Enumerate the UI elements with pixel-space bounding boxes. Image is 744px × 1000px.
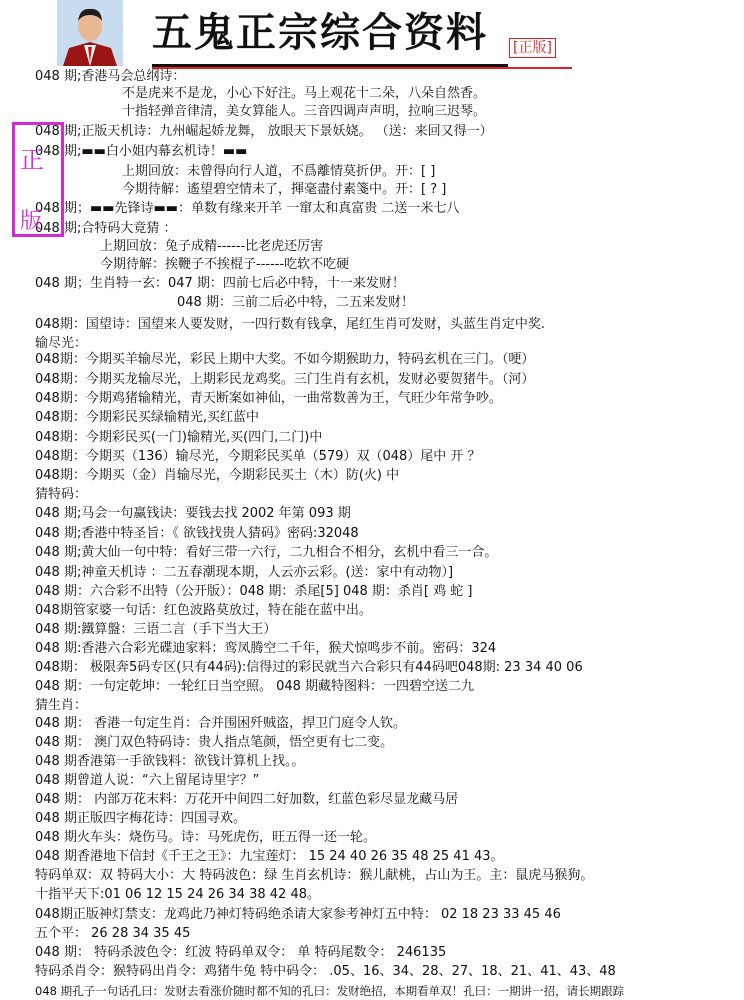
- text-line: 048 期： 香港一句定生肖：合并围困歼贼盗，捍卫门庭令人钦。: [35, 716, 407, 731]
- text-line: 上期回放：兔子成精------比老虎还厉害: [100, 239, 324, 254]
- text-line: 048 期;正版天机诗：九州崛起娇龙舞， 放眼天下景妖娆。 （送：来回又得一）: [35, 124, 493, 139]
- text-line: 048期：国望诗：国望来人要发财，一四行数有钱拿，尾红生肖可发财，头蓝生肖定中奖.: [35, 317, 545, 332]
- page-title: 五鬼正宗综合资料: [152, 4, 508, 67]
- text-line: 今期待解：遙望碧空情未了，揮毫盡付素箋中。开：[ ? ]: [122, 182, 447, 197]
- text-line: 048期：今期买羊输尽光，彩民上期中大奖。不如今期猴助力，特码玄机在三门。（哽）: [35, 352, 535, 367]
- edition-badge: [正版]: [509, 38, 556, 58]
- text-line: 048 期：三前二后必中特，二五来发财！: [177, 295, 414, 310]
- watermark-char: 版: [20, 209, 43, 234]
- text-line: 输尽光：: [35, 336, 88, 351]
- text-line: 048 期： 内部万花末料：万花开中间四二好加数，红蓝色彩尽显龙藏马居: [35, 792, 459, 807]
- text-line: 048 期;香港中特圣旨：《 欲钱找贵人猜码》密码:32048: [35, 526, 359, 541]
- text-line: 048 期;神童天机诗 ：二五春潮现本期，人云亦云彩。(送：家中有动物）]: [35, 565, 454, 580]
- text-line: 048 期;合特码大竟猜 ：: [35, 221, 177, 236]
- text-line: 048 期香港地下信封《千王之王》：九宝莲灯： 15 24 40 26 35 48 25 41 43。: [35, 849, 504, 864]
- text-line: 048期：今期彩民买绿输精光,买红蓝中: [35, 410, 259, 425]
- text-line: 048期正版神灯禁支：龙鸡此乃神灯特码绝杀请大家参考神灯五中特： 02 18 23 33 45 46: [35, 907, 561, 922]
- text-line: 十指轻弹音律清，美女算能人。三音四调声声明，拉响三迟琴。: [122, 104, 487, 119]
- text-line: 今期待解：挨鞭子不挨棍子------吃软不吃硬: [100, 257, 350, 272]
- text-line: 048期： 极限奔5码专区(只有44码):信得过的彩民就当六合彩只有44码吧048期: 23 34 40 06: [35, 660, 583, 675]
- text-line: 048期：今期鸡猪输精光，青天断案如神仙，一曲常数善为王，气旺少年常争吵。: [35, 391, 502, 406]
- text-line: 048 期;▬▬白小姐内幕玄机诗！▬▬: [35, 144, 248, 159]
- text-line: 猜特码：: [35, 487, 88, 502]
- text-line: 048期管家婆一句话：红色波路莫放过，特在能在蓝中出。: [35, 603, 372, 618]
- text-line: 特码杀肖令：猴特码出肖令：鸡猪牛兔 特中码令： .05、16、34、28、27、18、21、41、43、48: [35, 964, 616, 979]
- text-line: 048 期火车头：烧伤马。诗：马死虎伤，旺五得一还一轮。: [35, 830, 376, 845]
- text-line: 048期：今期买（金）肖输尽光，今期彩民买土（木）防(火) 中: [35, 468, 400, 483]
- text-line: 048 期;马会一句赢钱诀：要钱去找 2002 年第 093 期: [35, 506, 351, 521]
- text-line: 048 期：六合彩不出特（公开版）：048 期：杀尾[5] 048 期：杀肖[ 鸡 蛇 ]: [35, 584, 473, 599]
- text-line: 048 期:香港六合彩光碟迪家料：鸾凤腾空二千年，猴犬惊鸣步不前。密码：324: [35, 641, 497, 656]
- avatar: [57, 0, 123, 66]
- text-line: 048 期孔子一句话孔曰：发财去看涨价随时都不知的孔曰：发财绝招，本期看单双！孔曰：一期讲一招，请长期跟踪: [35, 984, 625, 998]
- text-line: 048 期；生肖特一玄：047 期：四前七后必中特，十一来发财！: [35, 276, 405, 291]
- text-line: 048 期；▬▬先锋诗▬▬：单数有缘来开羊 一窜太和真富贵 二送一米七八: [35, 201, 460, 216]
- text-line: 五个平： 26 28 34 35 45: [35, 926, 191, 941]
- text-line: 048 期;黄大仙一句中特：看好三带一六行，二九相合不相分，玄机中看三一合。: [35, 545, 498, 560]
- title-divider: [152, 67, 572, 69]
- text-line: 048 期： 特码杀波色令：红波 特码单双令： 单 特码尾数令： 246135: [35, 945, 447, 960]
- text-line: 特码单双：双 特码大小：大 特码波色：绿 生肖玄机诗：猴儿献桃，占山为王。主：鼠虎马猴狗。: [35, 868, 594, 883]
- text-line: 048期：今期买龙输尽光，上期彩民龙鸡奖。三门生肖有玄机，发财必要贺猪牛。（河）: [35, 372, 535, 387]
- text-line: 048 期： 澳门双色特码诗：贵人指点笔颜，悟空更有七二变。: [35, 735, 394, 750]
- text-line: 猜生肖：: [35, 698, 88, 713]
- text-line: 048 期:鐵算盤：三语二言（手下当大王）: [35, 622, 277, 637]
- text-line: 048期：今期彩民买(一门)输精光,买(四门,二门)中: [35, 430, 323, 445]
- text-line: 048 期香港第一手欲钱料：欲钱计算机上找。。: [35, 754, 305, 769]
- text-line: 048 期正版四字梅花诗：四国寻欢。: [35, 811, 246, 826]
- text-line: 十指平天下:01 06 12 15 24 26 34 38 42 48。: [35, 887, 320, 902]
- text-line: 048 期：一句定乾坤：一轮红日当空照。 048 期藏特图料：一四碧空送二九: [35, 679, 475, 694]
- text-line: 048 期曾道人说：“六上留尾诗里字？”: [35, 773, 260, 788]
- text-line: 不是虎来不是龙，小心下好注。马上观花十二朵，八朵自然香。: [122, 86, 487, 101]
- text-line: 048 期;香港马会总纲诗：: [35, 69, 186, 84]
- watermark-char: 正: [20, 146, 44, 174]
- text-line: 上期回放：未曾得向行人道，不爲離情莫折伊。开：[ ]: [122, 164, 436, 179]
- text-line: 048期：今期买（136）输尽光，今期彩民买单（579）双（048）尾中 开 ？: [35, 449, 481, 464]
